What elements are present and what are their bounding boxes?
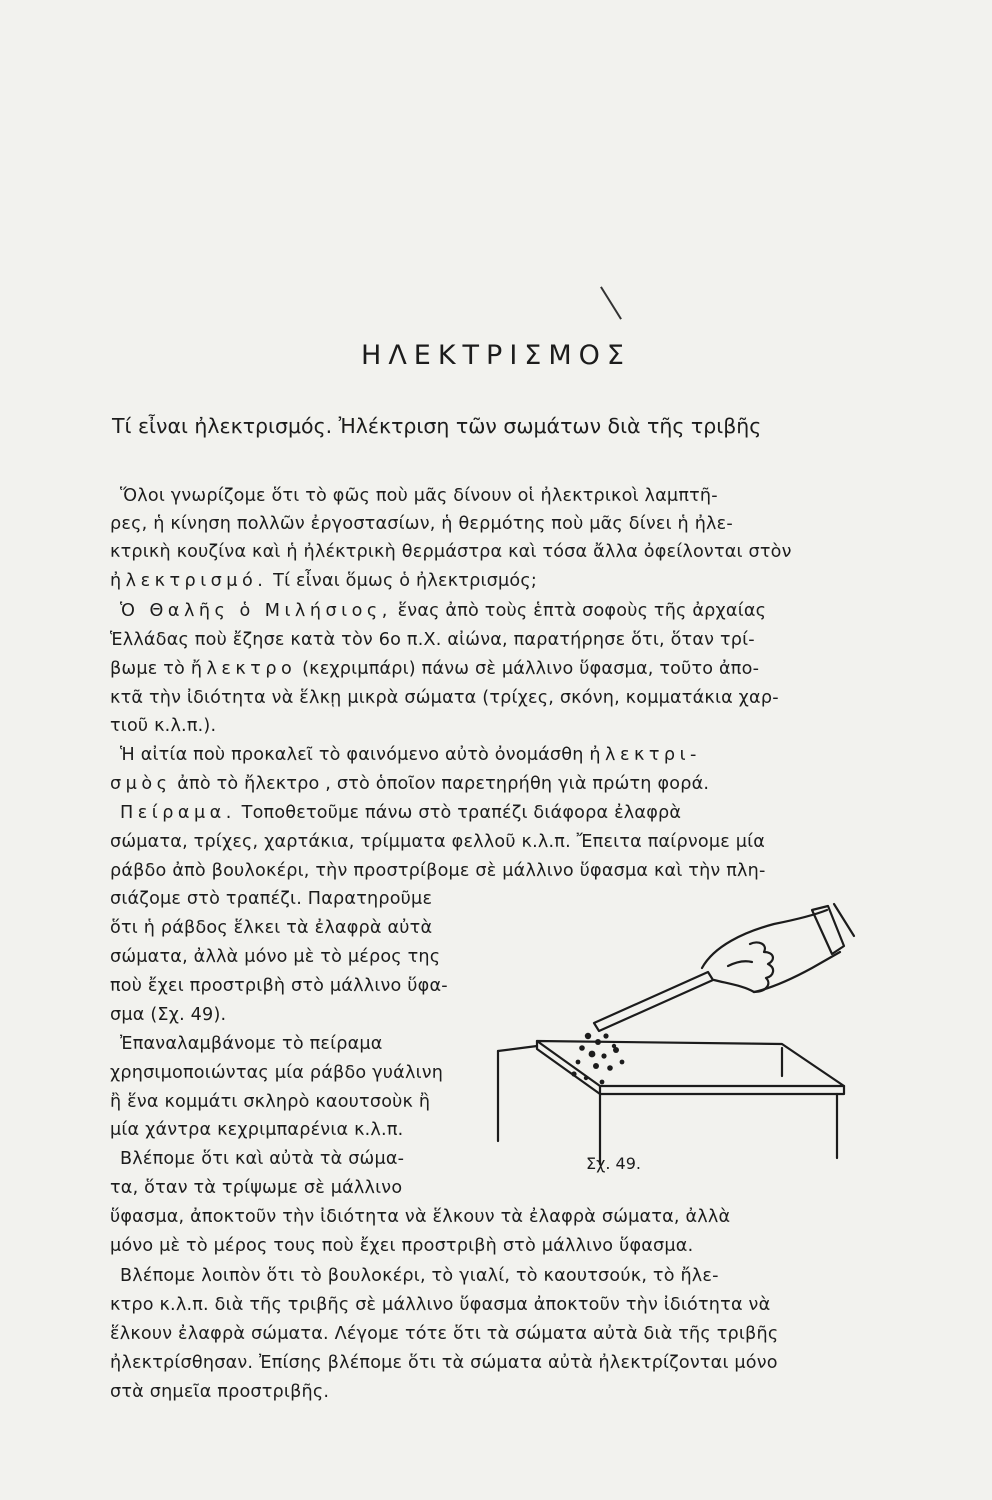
text-line: μία χάντρα κεχριμπαρένια κ.λ.π. (110, 1120, 404, 1140)
text-line: κτρικὴ κουζίνα καὶ ἡ ἠλέκτρικὴ θερμάστρα καὶ τόσα ἄλλα ὀφείλονται στὸν (110, 542, 792, 562)
text-line: Βλέπομε ὅτι καὶ αὐτὰ τὰ σώμα- (120, 1149, 405, 1169)
text-span: βωμε τὸ (110, 659, 186, 679)
text-line (110, 774, 709, 794)
text-line: τιοῦ κ.λ.π.). (110, 716, 217, 736)
text-line: Ὅλοι γνωρίζομε ὅτι τὸ φῶς ποὺ μᾶς δίνουν οἱ ἠλεκτρικοὶ λαμπτῆ- (120, 486, 718, 506)
emphasized-term: Ὁ Θαλῆς ὁ Μιλήσιος, (120, 601, 392, 621)
figure-49-illustration (482, 896, 862, 1166)
hand-fingers (714, 942, 773, 992)
text-span: Τοποθετοῦμε πάνω στὸ τραπέζι διάφορα ἐλαφρὰ (241, 803, 682, 823)
section-heading: Τί εἶναι ἠλεκτρισμός. Ἠλέκτριση τῶν σωμάτων διὰ τῆς τριβῆς (112, 414, 762, 438)
text-line: ρες, ἡ κίνηση πολλῶν ἐργοστασίων, ἡ θερμότης ποὺ μᾶς δίνει ἡ ἠλε- (110, 514, 733, 534)
emphasized-term: σμὸς (110, 774, 172, 794)
text-line: ὕφασμα, ἀποκτοῦν τὴν ἰδιότητα νὰ ἕλκουν τὰ ἐλαφρὰ σώματα, ἀλλὰ (110, 1207, 731, 1227)
text-span: Ἡ αἰτία ποὺ προκαλεῖ τὸ φαινόμενο αὐτὸ ὀνομάσθη (120, 745, 584, 765)
text-line (120, 745, 701, 765)
text-line (110, 571, 537, 591)
hand-back (702, 910, 827, 968)
thumb (728, 961, 752, 966)
text-line: τα, ὅταν τὰ τρίψωμε σὲ μάλλινο (110, 1178, 403, 1198)
text-span: (κεχριμπάρι) πάνω σὲ μάλλινο ὕφασμα, τοῦτο ἀπο- (302, 659, 760, 679)
text-line: σώματα, τρίχες, χαρτάκια, τρίμματα φελλοῦ κ.λ.π. Ἔπειτα παίρνομε μία (110, 832, 766, 852)
table-edge (600, 1086, 844, 1094)
text-line: κτᾶ τὴν ἰδιότητα νὰ ἕλκῃ μικρὰ σώματα (τρίχες, σκόνη, κομματάκια χαρ- (110, 688, 779, 708)
emphasized-term: ἠλεκτρι- (589, 745, 701, 765)
pen-mark (600, 286, 622, 319)
text-line: ποὺ ἔχει προστριβὴ στὸ μάλλινο ὕφα- (110, 976, 448, 996)
text-line: ράβδο ἀπὸ βουλοκέρι, τὴν προστρίβομε σὲ μάλλινο ὕφασμα καὶ τὴν πλη- (110, 861, 766, 881)
text-line: σμα (Σχ. 49). (110, 1005, 227, 1025)
text-span: ἀπὸ τὸ ἤλεκτρο , στὸ ὁποῖον παρετηρήθη γιὰ πρώτη φορά. (177, 774, 710, 794)
text-line: στὰ σημεῖα προστριβῆς. (110, 1382, 330, 1402)
emphasized-term: ἤλεκτρο (190, 659, 297, 679)
text-line: ἠλεκτρίσθησαν. Ἐπίσης βλέπομε ὅτι τὰ σώματα αὐτὰ ἠλεκτρίζονται μόνο (110, 1353, 778, 1373)
text-line (120, 601, 766, 621)
text-line: σιάζομε στὸ τραπέζι. Παρατηροῦμε (110, 889, 433, 909)
emphasized-term: ἠλεκτρισμό. (110, 571, 268, 591)
text-line: ἢ ἕνα κομμάτι σκληρὸ καουτσοὺκ ἢ (110, 1092, 431, 1112)
text-line: ἕλκουν ἐλαφρὰ σώματα. Λέγομε τότε ὅτι τὰ σώματα αὐτὰ διὰ τῆς τριβῆς (110, 1324, 779, 1344)
text-line: Ἐπαναλαμβάνομε τὸ πείραμα (120, 1034, 383, 1054)
text-line: ὅτι ἡ ράβδος ἕλκει τὰ ἐλαφρὰ αὐτὰ (110, 918, 433, 938)
emphasized-term: Πείραμα. (120, 803, 236, 823)
rod (594, 972, 713, 1031)
text-line: σώματα, ἀλλὰ μόνο μὲ τὸ μέρος της (110, 947, 441, 967)
figure-caption: Σχ. 49. (586, 1154, 641, 1173)
text-line: μόνο μὲ τὸ μέρος τους ποὺ ἔχει προστριβὴ στὸ μάλλινο ὕφασμα. (110, 1236, 694, 1256)
text-line (110, 659, 759, 679)
table-side (498, 1046, 537, 1051)
text-line: κτρο κ.λ.π. διὰ τῆς τριβῆς σὲ μάλλινο ὕφασμα ἀποκτοῦν τὴν ἰδιότητα νὰ (110, 1295, 771, 1315)
text-line (120, 803, 681, 823)
chapter-title: ΗΛΕΚΤΡΙΣΜΟΣ (361, 340, 631, 371)
text-line: Βλέπομε λοιπὸν ὅτι τὸ βουλοκέρι, τὸ γιαλί, τὸ καουτσούκ, τὸ ἤλε- (120, 1266, 719, 1286)
text-span: ἕνας ἀπὸ τοὺς ἑπτὰ σοφοὺς τῆς ἀρχαίας (397, 601, 767, 621)
text-line: Ἑλλάδας ποὺ ἔζησε κατὰ τὸν 6ο π.Χ. αἰώνα, παρατήρησε ὅτι, ὅταν τρί- (110, 630, 755, 650)
text-span: Τί εἶναι ὅμως ὁ ἠλεκτρισμός; (273, 571, 537, 591)
text-line: χρησιμοποιώντας μία ράβδο γυάλινη (110, 1063, 444, 1083)
